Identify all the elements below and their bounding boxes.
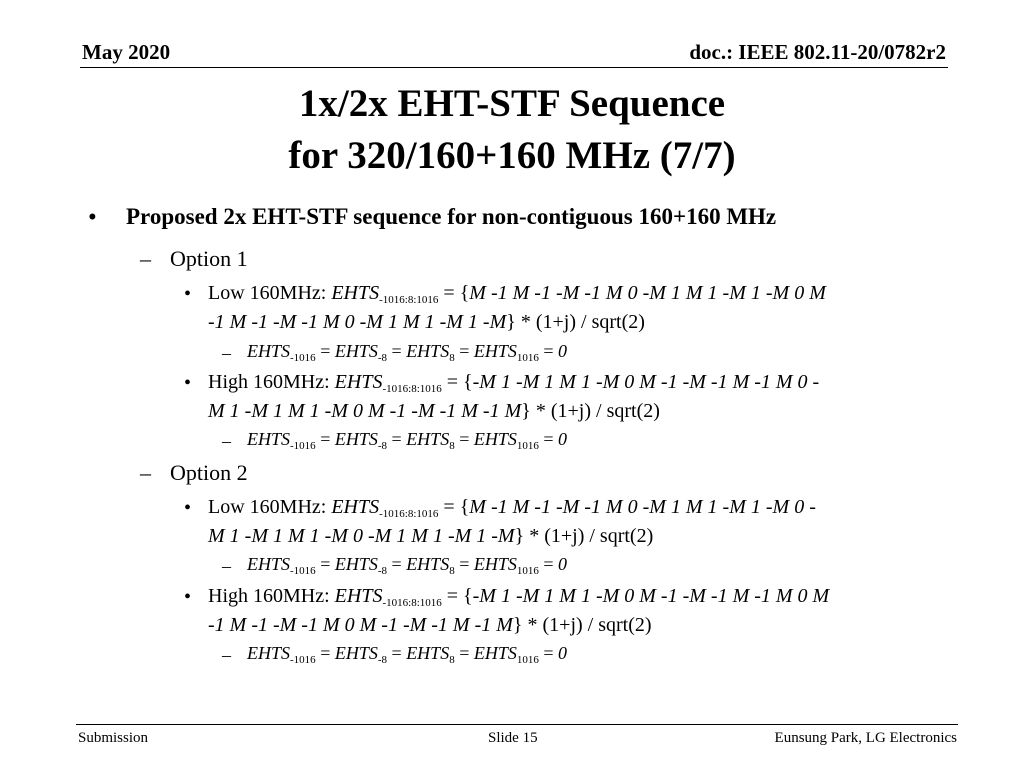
option-2-high-line2: -1 M -1 -M -1 M 0 M -1 -M -1 M -1 M} * (1+j) / sqrt(2) [208,614,652,636]
header-doc-id: doc.: IEEE 802.11-20/0782r2 [689,40,946,64]
option-1-high-line1: High 160MHz: $EHTS_{-1016:8:1016} = \{-M$ 1 -M 1 M 1 -M 0 M -1 -M -1 M -1 M 0 - [208,371,820,395]
index-subscript: -1016:8:1016 [379,294,439,306]
option-2-low-line1: Low 160MHz: $EHTS_{-1016:8:1016} = \{M$ -1 M -1 -M -1 M 0 -M 1 M 1 -M 1 -M 0 - [208,496,816,520]
sub-bullet-icon: • [184,586,192,608]
slide-title-line1: 1x/2x EHT-STF Sequence [298,82,726,125]
high-label: High 160MHz: [208,585,330,607]
sequence-part2: M 1 -M 1 M 1 -M 0 M -1 -M -1 M -1 M [208,400,522,422]
option-2-high-line1: High 160MHz: $EHTS_{-1016:8:1016} = \{-M$ 1 -M 1 M 1 -M 0 M -1 -M -1 M -1 M 0 M [208,585,830,609]
sub-bullet-icon: • [184,283,192,305]
dash-icon: – [140,246,151,271]
low-label: Low 160MHz: [208,496,327,518]
slide-title-line2: for 320/160+160 MHz (7/7) [288,134,736,177]
sub-bullet-icon: • [184,497,192,519]
option-1-label: Option 1 [170,246,248,271]
sequence-part1: -M 1 -M 1 M 1 -M 0 M -1 -M -1 M -1 M 0 - [472,371,820,393]
scale-factor: * (1+j) / sqrt(2) [520,311,645,333]
high-label: High 160MHz: [208,371,330,393]
footer-divider [76,724,958,725]
option-1-high-line2: M 1 -M 1 M 1 -M 0 M -1 -M -1 M -1 M} * (1+j) / sqrt(2) [208,400,660,422]
sequence-part2: M 1 -M 1 M 1 -M 0 -M 1 M 1 -M 1 -M [208,525,515,547]
dash-icon: – [140,460,151,485]
main-bullet-text: Proposed 2x EHT-STF sequence for non-contiguous 160+160 MHz [126,204,777,229]
footer-slide-number: Slide 15 [488,730,538,746]
option-2-low-line2: M 1 -M 1 M 1 -M 0 -M 1 M 1 -M 1 -M} * (1+j) / sqrt(2) [208,525,654,547]
sequence-part2: -1 M -1 -M -1 M 0 M -1 -M -1 M -1 M [208,614,513,636]
dash-icon: – [222,431,231,451]
sequence-part2: -1 M -1 -M -1 M 0 -M 1 M 1 -M 1 -M [208,311,507,333]
header-divider [80,67,948,68]
ehts-symbol: EHTS [331,282,380,304]
header-date: May 2020 [82,40,171,64]
sequence-part1: -M 1 -M 1 M 1 -M 0 M -1 -M -1 M -1 M 0 M [472,585,830,607]
bullet-icon: • [88,204,97,231]
option-2-label: Option 2 [170,460,248,485]
low-label: Low 160MHz: [208,282,327,304]
dash-icon: – [222,645,231,665]
option-1-high-zero-line: $EHTS_{-1016}$ = $EHTS_{-8}$ = $EHTS_8$ = $EHTS_{1016} = 0$ [247,429,568,452]
dash-icon: – [222,343,231,363]
sub-bullet-icon: • [184,372,192,394]
option-1-low-line2: -1 M -1 -M -1 M 0 -M 1 M 1 -M 1 -M} * (1+j) / sqrt(2) [208,311,645,333]
option-1-low-line1: Low 160MHz: $EHTS_{-1016:8:1016} = \{M$ -1 M -1 -M -1 M 0 -M 1 M 1 -M 1 -M 0 M [208,282,826,306]
option-2-low-zero-line: $EHTS_{-1016}$ = $EHTS_{-8}$ = $EHTS_8$ = $EHTS_{1016} = 0$ [247,554,568,577]
sequence-part1: M -1 M -1 -M -1 M 0 -M 1 M 1 -M 1 -M 0 - [469,496,816,518]
equals: = [443,282,455,304]
option-1-low-zero-line: $EHTS_{-1016}$ = $EHTS_{-8}$ = $EHTS_8$ = $EHTS_{1016} = 0$ [247,341,568,364]
sequence-part1: M -1 M -1 -M -1 M 0 -M 1 M 1 -M 1 -M 0 M [469,282,826,304]
footer-submission: Submission [78,730,149,746]
footer-author: Eunsung Park, LG Electronics [774,730,957,746]
dash-icon: – [222,556,231,576]
option-2-high-zero-line: $EHTS_{-1016}$ = $EHTS_{-8}$ = $EHTS_8$ = $EHTS_{1016} = 0$ [247,643,568,666]
